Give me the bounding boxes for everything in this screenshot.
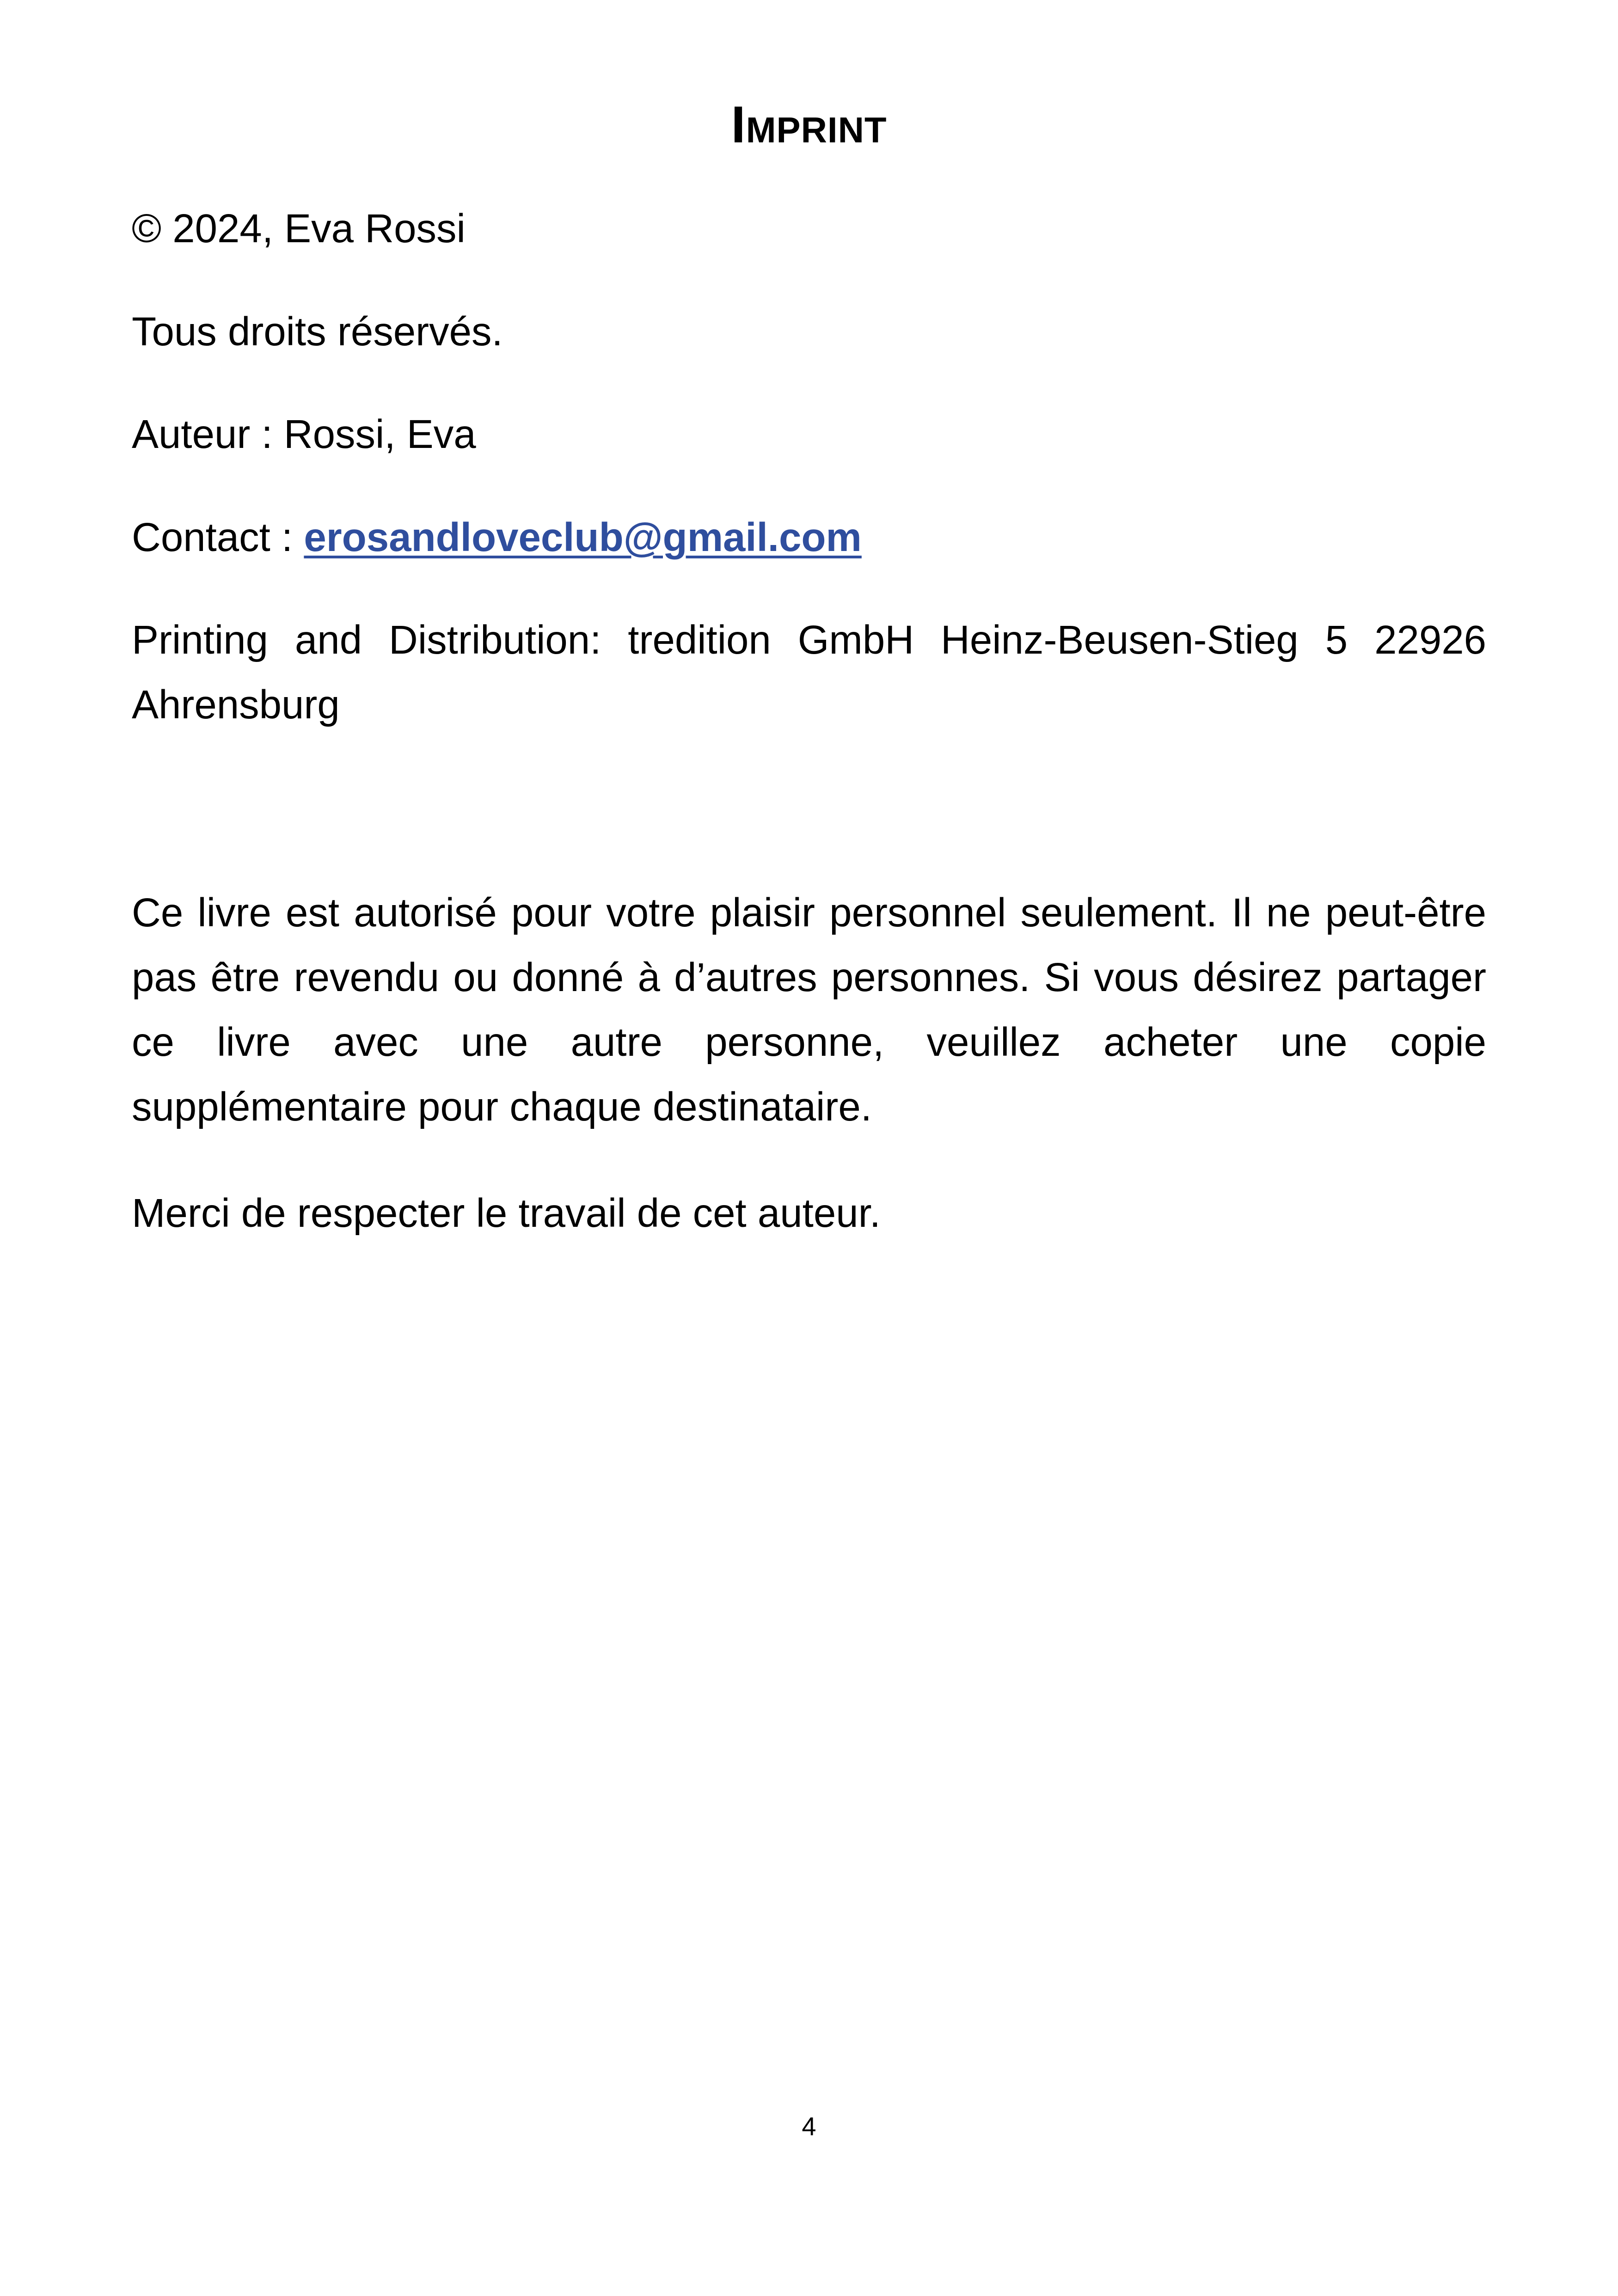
contact-line (132, 505, 1486, 570)
copyright-line: © 2024, Eva Rossi (132, 206, 466, 251)
author-line: Auteur : Rossi, Eva (132, 412, 476, 457)
page-number: 4 (802, 2112, 816, 2141)
page-title: Imprint (731, 96, 887, 153)
thanks-line: Merci de respecter le travail de cet auteur. (132, 1191, 881, 1236)
license-paragraph: Ce livre est autorisé pour votre plaisir personnel seulement. Il ne peut-être pas être revendu ou donné à d’autres personnes. Si vous désirez partager ce livre avec une autre personne, veuillez acheter une copie supplémentaire pour chaque destinataire. (132, 890, 1486, 1129)
contact-email-link[interactable]: erosandloveclub@gmail.com (304, 515, 862, 560)
printing-distribution-line: Printing and Distribution: tredition GmbH Heinz-Beusen-Stieg 5 22926 Ahrensburg (132, 618, 1486, 727)
contact-label: Contact : (132, 515, 304, 560)
rights-line: Tous droits réservés. (132, 309, 503, 354)
